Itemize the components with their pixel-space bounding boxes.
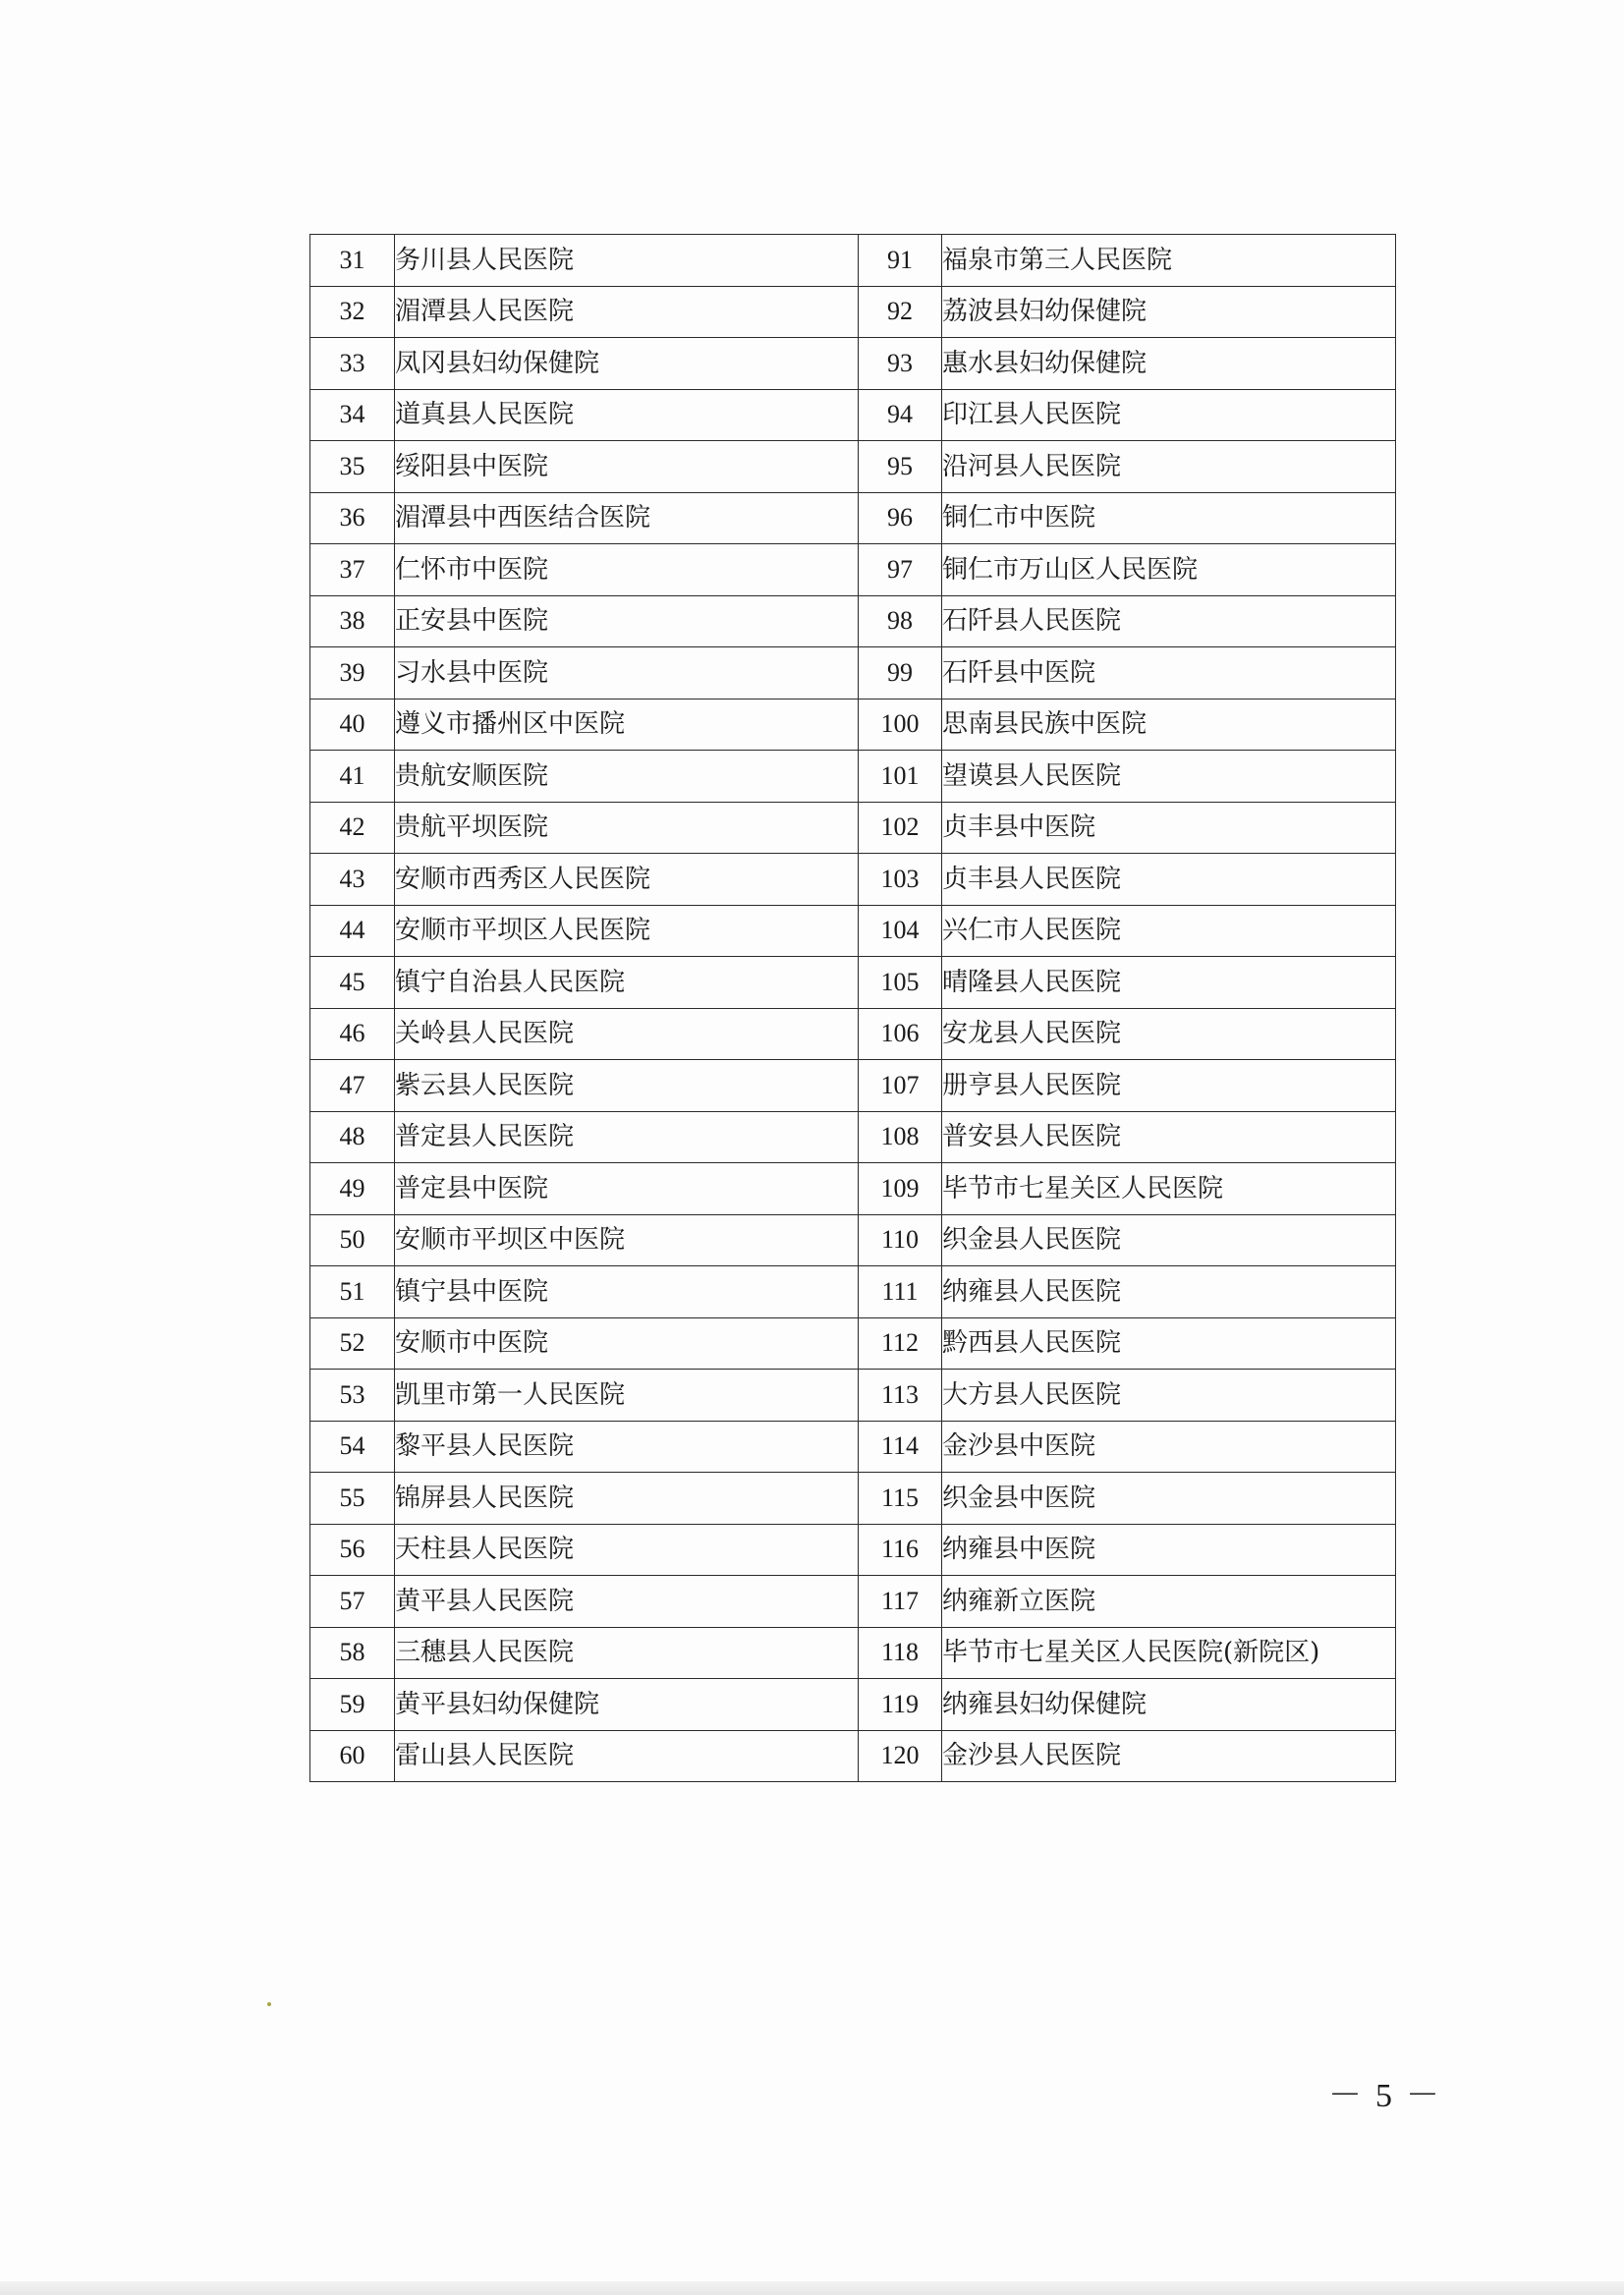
table-row (310, 1730, 1396, 1782)
right-number-cell: 104 (859, 905, 942, 957)
left-hospital-name-cell: 贵航平坝医院 (395, 802, 859, 854)
right-number-cell: 120 (859, 1730, 942, 1782)
left-number-cell: 47 (310, 1060, 395, 1112)
left-hospital-name-cell: 黄平县人民医院 (395, 1576, 859, 1628)
right-number-cell: 94 (859, 389, 942, 441)
left-number-cell: 58 (310, 1627, 395, 1679)
left-number-cell: 42 (310, 802, 395, 854)
right-hospital-name-cell: 石阡县中医院 (942, 647, 1396, 700)
left-hospital-name-cell: 天柱县人民医院 (395, 1524, 859, 1576)
left-number-cell: 41 (310, 751, 395, 803)
right-hospital-name-cell: 沿河县人民医院 (942, 441, 1396, 493)
right-number-cell: 97 (859, 544, 942, 596)
right-number-cell: 113 (859, 1370, 942, 1422)
table-row (310, 854, 1396, 906)
scan-speck (267, 2002, 271, 2006)
table-row (310, 802, 1396, 854)
left-number-cell: 53 (310, 1370, 395, 1422)
right-hospital-name-cell: 贞丰县人民医院 (942, 854, 1396, 906)
left-number-cell: 56 (310, 1524, 395, 1576)
left-hospital-name-cell: 安顺市平坝区人民医院 (395, 905, 859, 957)
left-number-cell: 33 (310, 338, 395, 390)
left-number-cell: 49 (310, 1163, 395, 1215)
left-hospital-name-cell: 习水县中医院 (395, 647, 859, 700)
right-hospital-name-cell: 纳雍县妇幼保健院 (942, 1679, 1396, 1731)
right-hospital-name-cell: 纳雍县人民医院 (942, 1266, 1396, 1318)
right-number-cell: 98 (859, 595, 942, 647)
table-row (310, 235, 1396, 287)
left-number-cell: 50 (310, 1214, 395, 1266)
right-hospital-name-cell: 织金县中医院 (942, 1473, 1396, 1525)
right-number-cell: 109 (859, 1163, 942, 1215)
left-number-cell: 35 (310, 441, 395, 493)
right-number-cell: 99 (859, 647, 942, 700)
left-number-cell: 36 (310, 492, 395, 544)
left-hospital-name-cell: 安顺市平坝区中医院 (395, 1214, 859, 1266)
left-number-cell: 54 (310, 1421, 395, 1473)
hospital-table-body (310, 235, 1396, 1782)
right-hospital-name-cell: 望谟县人民医院 (942, 751, 1396, 803)
left-number-cell: 38 (310, 595, 395, 647)
right-hospital-name-cell: 荔波县妇幼保健院 (942, 286, 1396, 338)
right-number-cell: 114 (859, 1421, 942, 1473)
table-row (310, 1317, 1396, 1370)
table-row (310, 1163, 1396, 1215)
left-hospital-name-cell: 凯里市第一人民医院 (395, 1370, 859, 1422)
left-hospital-name-cell: 普定县中医院 (395, 1163, 859, 1215)
left-hospital-name-cell: 锦屏县人民医院 (395, 1473, 859, 1525)
left-hospital-name-cell: 湄潭县人民医院 (395, 286, 859, 338)
left-number-cell: 52 (310, 1317, 395, 1370)
table-row (310, 338, 1396, 390)
left-number-cell: 48 (310, 1111, 395, 1163)
left-number-cell: 44 (310, 905, 395, 957)
right-number-cell: 111 (859, 1266, 942, 1318)
right-number-cell: 110 (859, 1214, 942, 1266)
right-hospital-name-cell: 黔西县人民医院 (942, 1317, 1396, 1370)
right-hospital-name-cell: 惠水县妇幼保健院 (942, 338, 1396, 390)
right-number-cell: 108 (859, 1111, 942, 1163)
left-hospital-name-cell: 正安县中医院 (395, 595, 859, 647)
left-number-cell: 31 (310, 235, 395, 287)
right-number-cell: 91 (859, 235, 942, 287)
right-hospital-name-cell: 毕节市七星关区人民医院 (942, 1163, 1396, 1215)
table-row (310, 1473, 1396, 1525)
right-hospital-name-cell: 兴仁市人民医院 (942, 905, 1396, 957)
left-number-cell: 43 (310, 854, 395, 906)
table-row (310, 1266, 1396, 1318)
right-hospital-name-cell: 金沙县中医院 (942, 1421, 1396, 1473)
right-hospital-name-cell: 大方县人民医院 (942, 1370, 1396, 1422)
table-row (310, 595, 1396, 647)
left-number-cell: 59 (310, 1679, 395, 1731)
right-number-cell: 102 (859, 802, 942, 854)
right-number-cell: 112 (859, 1317, 942, 1370)
right-hospital-name-cell: 铜仁市万山区人民医院 (942, 544, 1396, 596)
right-number-cell: 95 (859, 441, 942, 493)
right-hospital-name-cell: 纳雍县中医院 (942, 1524, 1396, 1576)
right-hospital-name-cell: 印江县人民医院 (942, 389, 1396, 441)
right-hospital-name-cell: 织金县人民医院 (942, 1214, 1396, 1266)
hospital-list-table (309, 234, 1396, 1782)
table-row (310, 286, 1396, 338)
right-number-cell: 116 (859, 1524, 942, 1576)
page-number: －5－ (1328, 2078, 1453, 2114)
left-number-cell: 37 (310, 544, 395, 596)
left-hospital-name-cell: 道真县人民医院 (395, 389, 859, 441)
left-hospital-name-cell: 关岭县人民医院 (395, 1008, 859, 1060)
table-row (310, 544, 1396, 596)
right-hospital-name-cell: 纳雍新立医院 (942, 1576, 1396, 1628)
table-row (310, 751, 1396, 803)
scan-bottom-edge (0, 2281, 1624, 2295)
right-number-cell: 119 (859, 1679, 942, 1731)
left-number-cell: 60 (310, 1730, 395, 1782)
left-number-cell: 55 (310, 1473, 395, 1525)
right-number-cell: 105 (859, 957, 942, 1009)
right-hospital-name-cell: 铜仁市中医院 (942, 492, 1396, 544)
left-hospital-name-cell: 三穗县人民医院 (395, 1627, 859, 1679)
left-hospital-name-cell: 湄潭县中西医结合医院 (395, 492, 859, 544)
right-hospital-name-cell: 思南县民族中医院 (942, 699, 1396, 751)
left-number-cell: 32 (310, 286, 395, 338)
left-hospital-name-cell: 紫云县人民医院 (395, 1060, 859, 1112)
left-hospital-name-cell: 镇宁自治县人民医院 (395, 957, 859, 1009)
left-number-cell: 46 (310, 1008, 395, 1060)
right-number-cell: 115 (859, 1473, 942, 1525)
right-number-cell: 101 (859, 751, 942, 803)
table-row (310, 957, 1396, 1009)
right-hospital-name-cell: 福泉市第三人民医院 (942, 235, 1396, 287)
left-number-cell: 57 (310, 1576, 395, 1628)
left-hospital-name-cell: 贵航安顺医院 (395, 751, 859, 803)
table-row (310, 1421, 1396, 1473)
left-number-cell: 51 (310, 1266, 395, 1318)
right-number-cell: 96 (859, 492, 942, 544)
left-hospital-name-cell: 凤冈县妇幼保健院 (395, 338, 859, 390)
table-row (310, 1370, 1396, 1422)
left-hospital-name-cell: 仁怀市中医院 (395, 544, 859, 596)
left-hospital-name-cell: 绥阳县中医院 (395, 441, 859, 493)
table-row (310, 389, 1396, 441)
table-row (310, 1214, 1396, 1266)
right-hospital-name-cell: 晴隆县人民医院 (942, 957, 1396, 1009)
table-row (310, 1679, 1396, 1731)
left-hospital-name-cell: 遵义市播州区中医院 (395, 699, 859, 751)
right-hospital-name-cell: 贞丰县中医院 (942, 802, 1396, 854)
left-hospital-name-cell: 黎平县人民医院 (395, 1421, 859, 1473)
right-number-cell: 118 (859, 1627, 942, 1679)
left-number-cell: 40 (310, 699, 395, 751)
left-hospital-name-cell: 普定县人民医院 (395, 1111, 859, 1163)
right-number-cell: 107 (859, 1060, 942, 1112)
table-row (310, 1524, 1396, 1576)
table-row (310, 647, 1396, 700)
table-row (310, 1576, 1396, 1628)
right-hospital-name-cell: 安龙县人民医院 (942, 1008, 1396, 1060)
table-row (310, 1060, 1396, 1112)
left-hospital-name-cell: 黄平县妇幼保健院 (395, 1679, 859, 1731)
left-number-cell: 39 (310, 647, 395, 700)
right-number-cell: 100 (859, 699, 942, 751)
left-hospital-name-cell: 安顺市西秀区人民医院 (395, 854, 859, 906)
right-number-cell: 106 (859, 1008, 942, 1060)
left-hospital-name-cell: 安顺市中医院 (395, 1317, 859, 1370)
left-hospital-name-cell: 务川县人民医院 (395, 235, 859, 287)
left-number-cell: 45 (310, 957, 395, 1009)
table-row (310, 492, 1396, 544)
table-row (310, 1111, 1396, 1163)
table-row (310, 1008, 1396, 1060)
left-hospital-name-cell: 镇宁县中医院 (395, 1266, 859, 1318)
table-row (310, 1627, 1396, 1679)
right-hospital-name-cell: 册亨县人民医院 (942, 1060, 1396, 1112)
table-row (310, 441, 1396, 493)
right-number-cell: 117 (859, 1576, 942, 1628)
table-row (310, 905, 1396, 957)
right-number-cell: 93 (859, 338, 942, 390)
left-hospital-name-cell: 雷山县人民医院 (395, 1730, 859, 1782)
right-hospital-name-cell: 石阡县人民医院 (942, 595, 1396, 647)
right-hospital-name-cell: 毕节市七星关区人民医院(新院区) (942, 1627, 1396, 1679)
right-number-cell: 103 (859, 854, 942, 906)
right-hospital-name-cell: 金沙县人民医院 (942, 1730, 1396, 1782)
left-number-cell: 34 (310, 389, 395, 441)
right-hospital-name-cell: 普安县人民医院 (942, 1111, 1396, 1163)
right-number-cell: 92 (859, 286, 942, 338)
table-row (310, 699, 1396, 751)
